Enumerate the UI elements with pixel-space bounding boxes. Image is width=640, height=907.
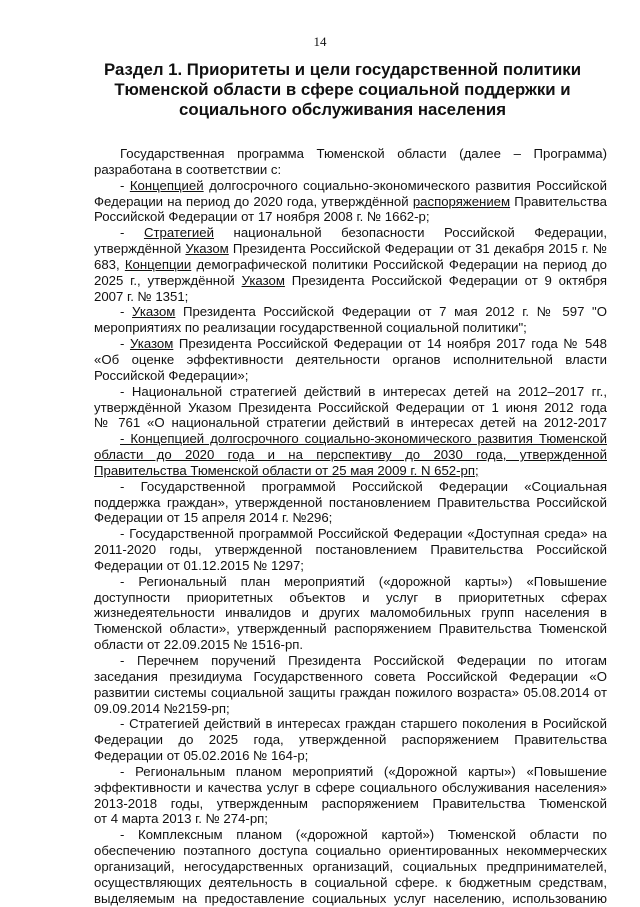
- text-line: [94, 701, 607, 717]
- document-link[interactable]: Стратегией: [143, 225, 214, 241]
- text-line: [94, 162, 607, 178]
- underlined-text: Правительства Тюменской области от 25 мая 2009 г. N 652-рп;: [94, 462, 479, 478]
- text-line: [94, 415, 607, 431]
- text-span: 2013-2018 годы, утвержденным распоряжением Правительства Тюменской: [94, 795, 607, 811]
- text-span: -: [120, 177, 130, 193]
- text-line: [94, 526, 607, 542]
- text-span: Президента Российской Федерации от 31 декабря 2015 г. №: [228, 241, 607, 257]
- text-line: [94, 637, 607, 653]
- text-span: Президента Российской Федерации от 9 октября: [284, 272, 607, 288]
- text-line: [94, 431, 607, 447]
- text-line: [94, 273, 607, 289]
- text-span: утверждённой Указом Президента Российской Федерации от 1 июня 2012 года: [94, 399, 607, 415]
- text-line: [94, 891, 607, 907]
- text-span: Федерации от 15 апреля 2014 г. №296;: [94, 510, 333, 526]
- text-span: выделяемым на предоставление социальных услуг населению, использованию: [94, 890, 607, 906]
- heading-line: Раздел 1. Приоритеты и цели государственной политики: [103, 60, 582, 79]
- text-line: [94, 463, 607, 479]
- text-span: -: [120, 304, 133, 320]
- text-span: от 4 марта 2013 г. № 274-рп;: [94, 811, 268, 827]
- text-span: Тюменской области», утвержденный распоряжением Правительства Тюменской: [94, 621, 607, 637]
- document-link[interactable]: Указом: [129, 336, 174, 352]
- text-span: № 761 «О национальной стратегии действий в интересах детей на 2012-2017: [94, 415, 607, 431]
- text-line: [94, 352, 607, 368]
- document-link[interactable]: Указом: [241, 272, 285, 288]
- text-span: Федерации от 01.12.2015 № 1297;: [94, 557, 304, 573]
- text-span: осуществляющих деятельность в социальной сфере. к бюджетным средствам,: [94, 874, 607, 890]
- text-line: [94, 843, 607, 859]
- text-span: демографической политики Российской Федерации на период до: [191, 256, 607, 272]
- document-link[interactable]: Концепции: [124, 256, 192, 272]
- text-line: [94, 558, 607, 574]
- text-line: [94, 605, 607, 621]
- text-line: [94, 590, 607, 606]
- text-line: [94, 320, 607, 336]
- text-span: 2025 г., утверждённой: [94, 272, 242, 288]
- text-line: [94, 400, 607, 416]
- text-line: [94, 178, 607, 194]
- underlined-text: - Концепцией долгосрочного социально-экономического развития Тюменской: [120, 431, 607, 447]
- page-number: 14: [313, 34, 327, 49]
- text-line: [94, 574, 607, 590]
- text-span: - Региональным планом мероприятий («Дорожной карты») «Повышение: [120, 763, 607, 779]
- text-span: 09.09.2014 №2159-рп;: [94, 700, 230, 716]
- text-span: - Государственной программой Российской Федерации «Доступная среда» на: [120, 526, 607, 542]
- text-span: Президента Российской Федерации от 14 ноября 2017 года № 548: [173, 336, 607, 352]
- underlined-text: области до 2020 года и на перспективу до 2030 года, утвержденной: [94, 447, 607, 463]
- text-line: [94, 621, 607, 637]
- text-line: [94, 859, 607, 875]
- text-line: [94, 748, 607, 764]
- text-span: «Об оценке эффективности деятельности органов исполнительной власти: [94, 351, 607, 367]
- text-line: [94, 304, 607, 320]
- text-span: долгосрочного социально-экономического развития Российской: [203, 177, 607, 193]
- text-span: разработана в соответствии с:: [94, 161, 282, 177]
- text-span: организаций, негосударственных организаций, социальных предпринимателей,: [94, 858, 607, 874]
- text-span: обеспечению поэтапного доступа социально ориентированных некоммерческих: [94, 843, 607, 859]
- text-line: [94, 447, 607, 463]
- text-line: [94, 542, 607, 558]
- text-line: [94, 225, 607, 241]
- text-line: [94, 257, 607, 273]
- text-line: [94, 685, 607, 701]
- text-span: Правительства: [510, 193, 607, 209]
- text-line: [94, 669, 607, 685]
- text-line: [94, 368, 607, 384]
- text-line: [94, 510, 607, 526]
- text-span: Федерации до 2025 года, утвержденной распоряжением Правительства: [94, 732, 607, 748]
- text-line: [94, 653, 607, 669]
- text-span: 2011-2020 годы, утвержденной постановлением Правительства Российской: [94, 542, 607, 558]
- text-span: Российской Федерации»;: [94, 367, 249, 383]
- text-span: - Региональный план мероприятий («дорожной карты») «Повышение: [120, 573, 607, 589]
- document-body: [94, 146, 607, 907]
- text-span: национальной безопасности Российской Федерации,: [214, 225, 607, 241]
- section-heading: [90, 60, 595, 120]
- text-span: мероприятиях по реализации государственной социальной политики";: [94, 320, 527, 336]
- text-line: [94, 764, 607, 780]
- heading-line: Тюменской области в сфере социальной поддержки и: [114, 80, 571, 99]
- text-line: [94, 827, 607, 843]
- document-link[interactable]: распоряжением: [412, 193, 511, 209]
- text-line: [94, 289, 607, 305]
- text-line: [94, 209, 607, 225]
- text-line: [94, 194, 607, 210]
- text-span: - Государственной программой Российской Федерации «Социальная: [120, 478, 607, 494]
- text-line: [94, 780, 607, 796]
- text-span: -: [120, 336, 130, 352]
- text-span: области от 22.09.2015 № 1516-рп.: [94, 637, 304, 653]
- text-span: доступности приоритетных объектов и услуг в приоритетных сферах: [94, 589, 607, 605]
- text-span: Государственная программа Тюменской области (далее – Программа): [120, 146, 607, 161]
- text-span: - Национальной стратегией действий в интересах детей на 2012–2017 гг.,: [120, 383, 607, 399]
- text-span: развитии системы социальной защиты граждан пожилого возраста» 05.08.2014 от: [94, 684, 607, 700]
- text-span: - Стратегией действий в интересах граждан старшего поколения в Росийской: [120, 716, 607, 732]
- text-span: Президента Российской Федерации от 7 мая 2012 г. № 597 "О: [175, 304, 607, 320]
- text-span: 683,: [94, 256, 125, 272]
- text-line: [94, 495, 607, 511]
- text-line: [94, 875, 607, 891]
- text-span: 2007 г. № 1351;: [94, 288, 189, 304]
- text-span: Федерации от 05.02.2016 № 164-р;: [94, 748, 309, 764]
- document-link[interactable]: Указом: [132, 304, 176, 320]
- text-line: [94, 732, 607, 748]
- text-line: [94, 716, 607, 732]
- text-span: - Комплексным планом («дорожной картой») Тюменской области по: [120, 827, 607, 843]
- heading-line: социального обслуживания населения: [179, 100, 506, 119]
- text-span: Российской Федерации от 17 ноября 2008 г. № 1662-р;: [94, 209, 430, 225]
- text-line: [94, 146, 607, 162]
- document-link[interactable]: Указом: [185, 241, 229, 257]
- text-span: - Перечнем поручений Президента Российской Федерации по итогам: [120, 653, 607, 668]
- text-line: [94, 241, 607, 257]
- text-line: [94, 811, 607, 827]
- text-span: жизнедеятельности инвалидов и других маломобильных групп населения в: [94, 605, 607, 621]
- text-line: [94, 479, 607, 495]
- text-line: [94, 336, 607, 352]
- text-span: утверждённой: [94, 241, 186, 257]
- document-link[interactable]: Концепцией: [129, 177, 204, 193]
- text-span: Федерации на период до 2020 года, утверждённой: [94, 193, 413, 209]
- text-span: поддержка граждан», утвержденной постановлением Правительства Российской: [94, 494, 607, 510]
- text-span: -: [120, 225, 144, 241]
- text-line: [94, 384, 607, 400]
- text-span: заседания президиума Государственного совета Российской Федерации «О: [94, 668, 607, 684]
- text-span: эффективности и качества услуг в сфере социального обслуживания населения»: [94, 779, 607, 795]
- text-line: [94, 796, 607, 812]
